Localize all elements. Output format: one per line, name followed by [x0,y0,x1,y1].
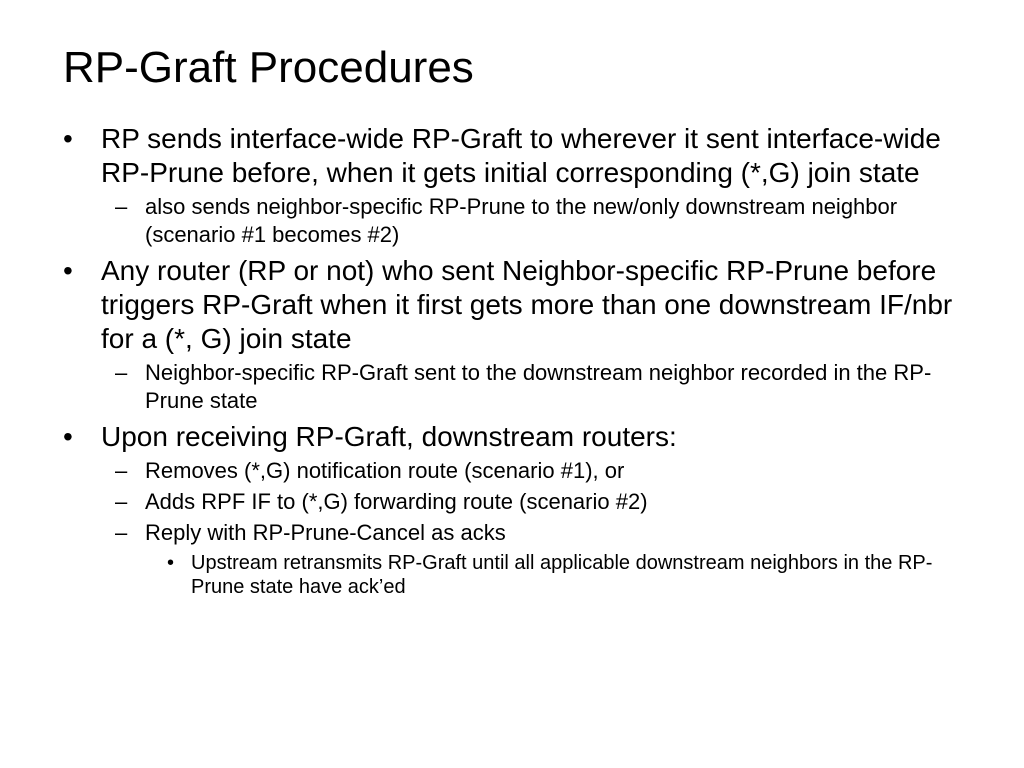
sub-bullet-item [63,359,963,415]
bullet-list [63,122,963,599]
bullet-text: Any router (RP or not) who sent Neighbor-specific RP-Prune before triggers RP-Graft when it first gets more than one downstream IF/nbr for a (*, G) join state [101,255,953,354]
sub-sub-bullet-text: Upstream retransmits RP-Graft until all applicable downstream neighbors in the RP-Prune state have ack’ed [191,552,933,598]
bullet-text: Upon receiving RP-Graft, downstream routers: [101,421,677,452]
sub-bullet-item [63,457,963,485]
sub-sub-bullet-item [63,551,963,599]
dash-marker: – [115,458,128,483]
sub-bullet-item [63,488,963,516]
bullet-marker: • [63,255,73,286]
dash-marker: – [115,194,128,219]
sub-bullet-text: Neighbor-specific RP-Graft sent to the downstream neighbor recorded in the RP-Prune state [145,360,932,413]
dash-marker: – [115,360,128,385]
bullet-text: RP sends interface-wide RP-Graft to wherever it sent interface-wide RP-Prune before, when it gets initial corresponding (*,G) join state [101,123,941,188]
sub-bullet-text: Removes (*,G) notification route (scenario #1), or [145,458,625,483]
bullet-marker: • [63,421,73,452]
dash-marker: – [115,489,128,514]
sub-bullet-item [63,193,963,249]
bullet-item [63,254,963,356]
bullet-marker: • [63,123,73,154]
bullet-item [63,420,963,454]
dash-marker: – [115,520,128,545]
bullet-marker: • [167,552,175,574]
bullet-item [63,122,963,190]
sub-bullet-text: Reply with RP-Prune-Cancel as acks [145,520,506,545]
sub-bullet-text: also sends neighbor-specific RP-Prune to the new/only downstream neighbor (scenario #1 becomes #2) [145,194,898,247]
sub-bullet-text: Adds RPF IF to (*,G) forwarding route (scenario #2) [145,489,648,514]
slide-title: RP-Graft Procedures [63,43,474,92]
sub-bullet-item [63,519,963,547]
